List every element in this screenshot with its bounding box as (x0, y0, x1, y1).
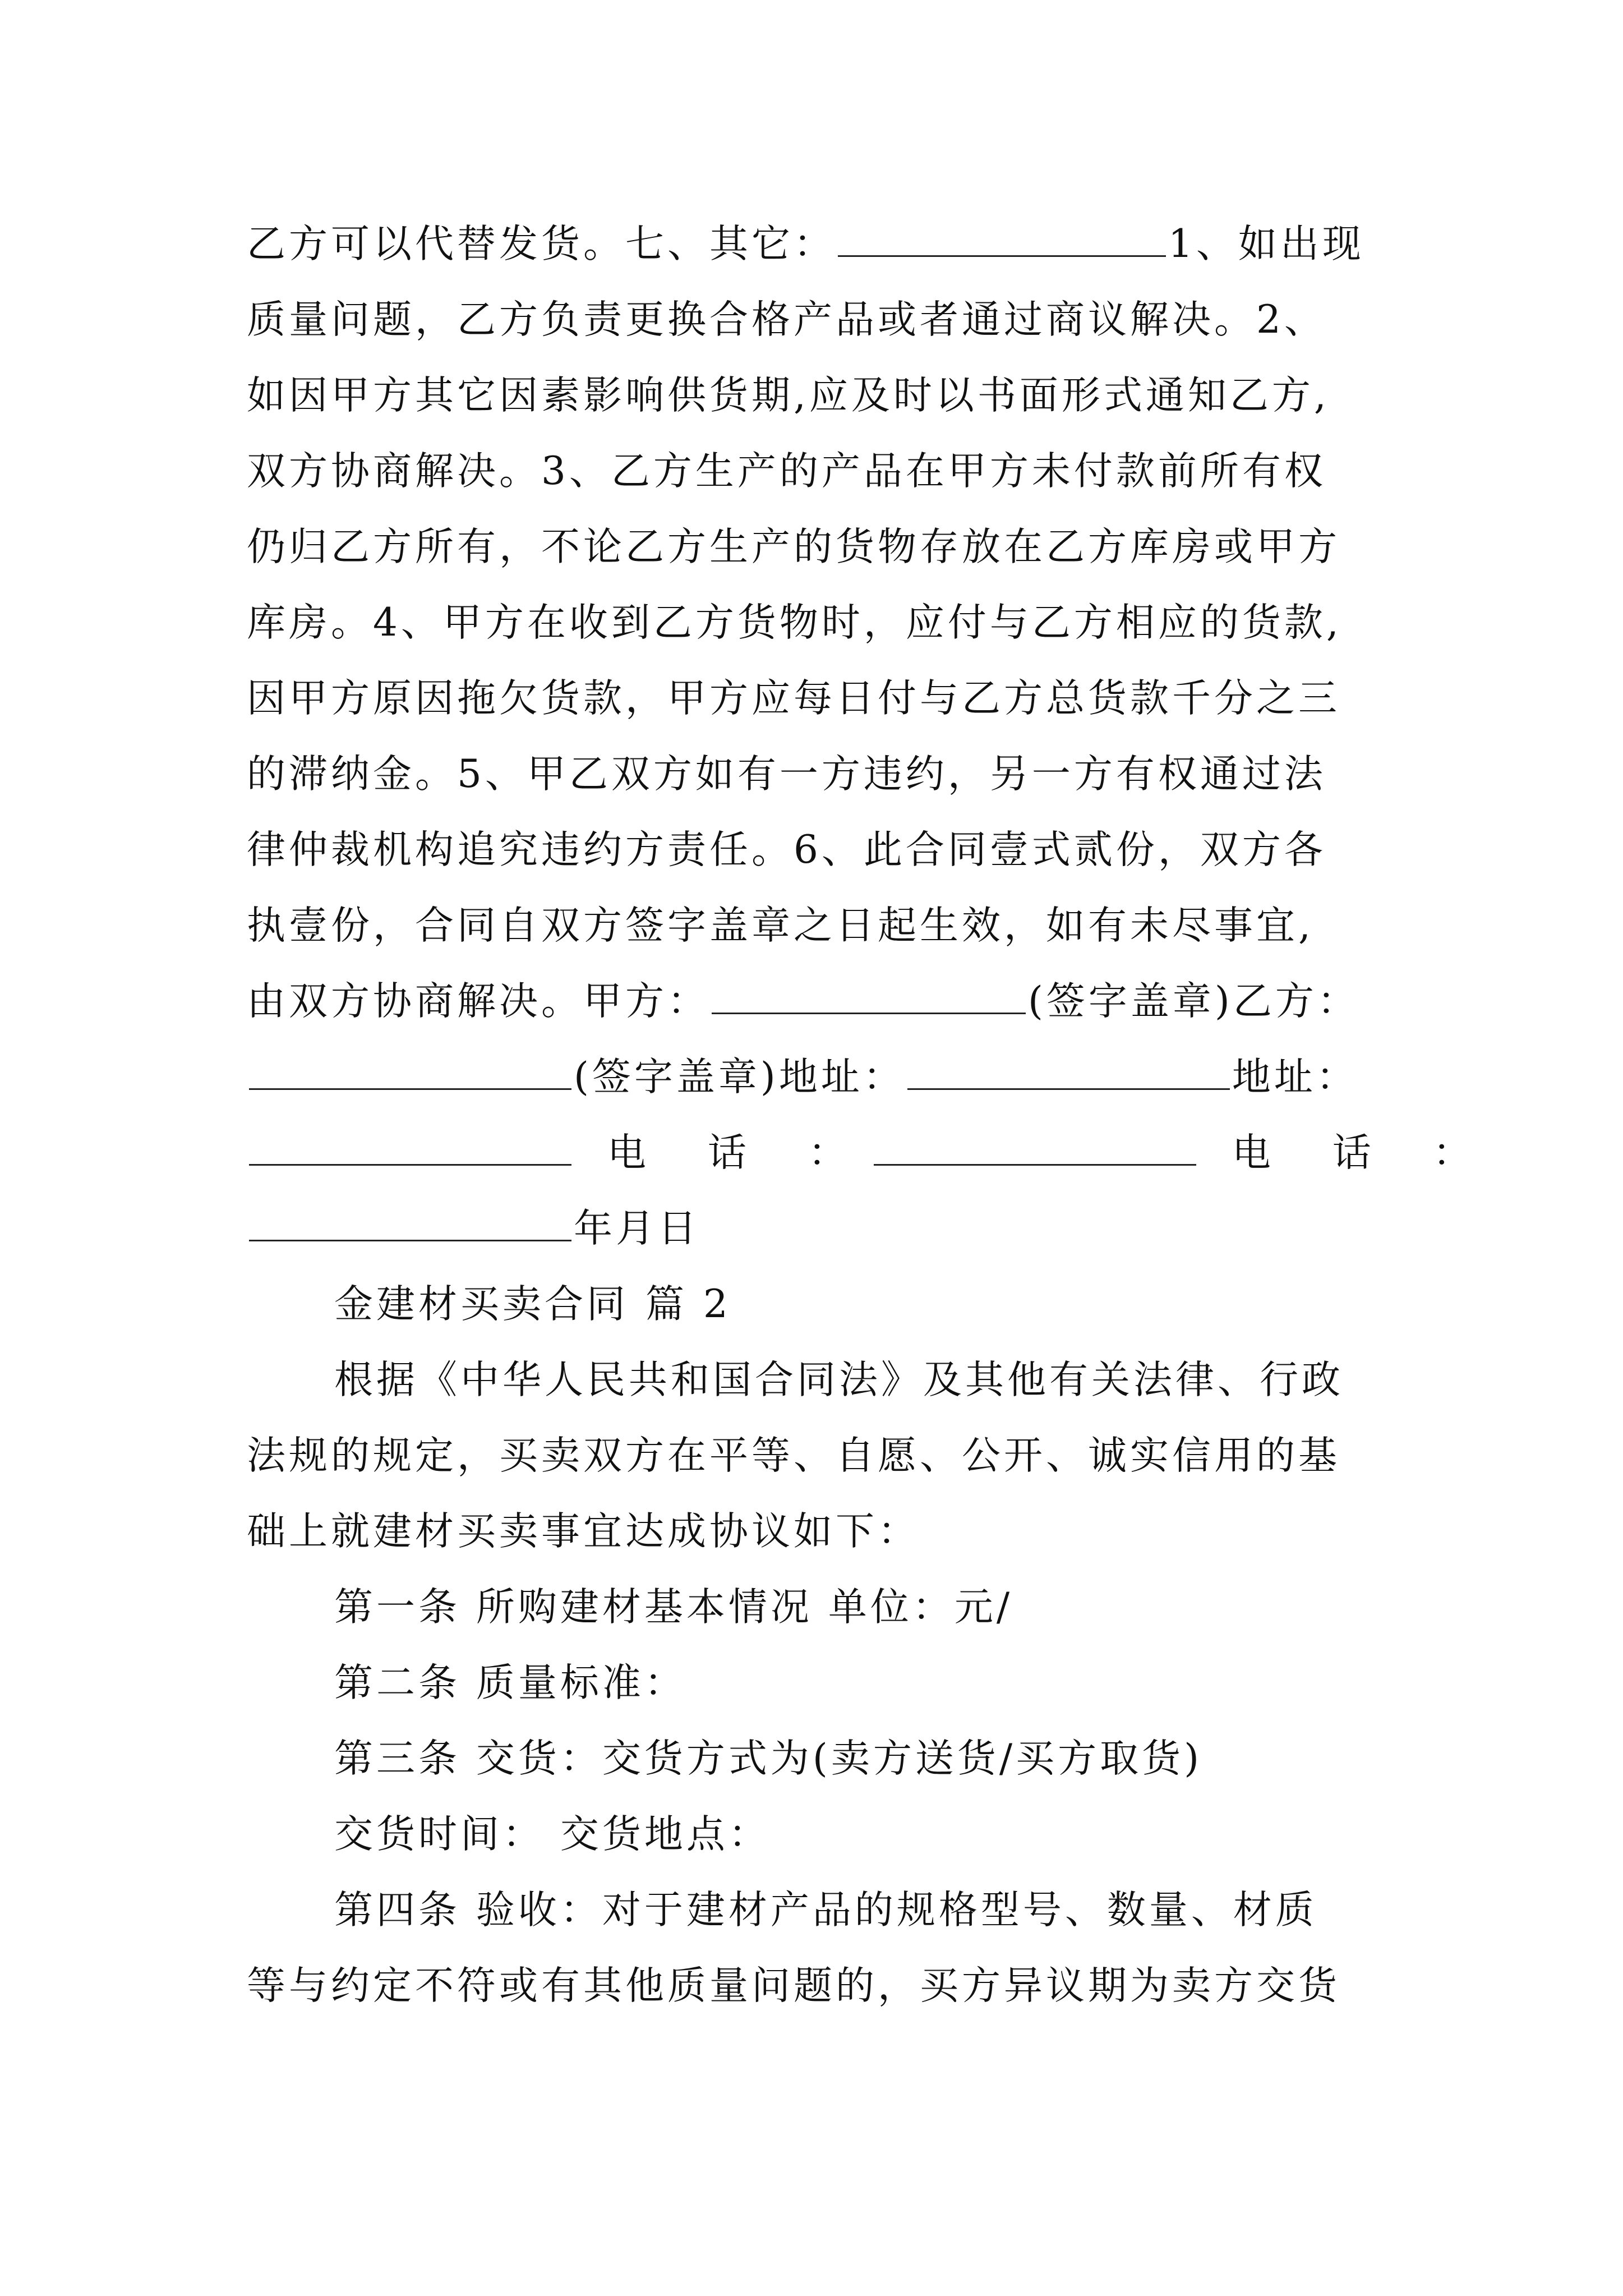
section-heading (334, 1271, 1380, 1338)
text-line: 因甲方原因拖欠货款，甲方应每日付与乙方总货款千分之三 (247, 676, 1340, 721)
fill-in-blank (249, 1129, 571, 1166)
text-segment: 由双方协商解决。甲方： (247, 979, 709, 1024)
fill-in-blank (249, 1053, 571, 1090)
article-line: 第二条 质量标准： (334, 1660, 686, 1705)
section-title: 金建材买卖合同 (334, 1282, 629, 1327)
text-segment: 乙方可以代替发货。七、其它： (247, 222, 836, 266)
article-line: 第一条 所购建材基本情况 单位：元/ (334, 1585, 1013, 1630)
text-line: 如因甲方其它因素影响供货期,应及时以书面形式通知乙方, (247, 373, 1330, 418)
text-line: 质量问题，乙方负责更换合格产品或者通过商议解决。2、 (247, 297, 1326, 342)
text-segment: 年月日 (574, 1206, 700, 1251)
text-line: 础上就建材买卖事宜达成协议如下： (247, 1509, 920, 1554)
text-line (247, 1195, 1380, 1262)
text-segment: (签字盖章)地址： (574, 1055, 905, 1099)
text-segment: 电 话 ： (1232, 1130, 1496, 1175)
text-line: 法规的规定，买卖双方在平等、自愿、公开、诚实信用的基 (247, 1433, 1340, 1478)
text-line (247, 1043, 1380, 1111)
fill-in-blank (249, 1205, 571, 1241)
section-part: 篇 2 (645, 1282, 731, 1327)
text-line: 仍归乙方所有，不论乙方生产的货物存放在乙方库房或甲方 (247, 524, 1340, 569)
text-segment: 1、如出现 (1168, 222, 1364, 266)
text-segment: 地址： (1232, 1055, 1358, 1099)
text-segment: (签字盖章)乙方： (1028, 979, 1359, 1024)
fill-in-blank (874, 1129, 1196, 1166)
text-line (247, 210, 1380, 278)
article-line: 第三条 交货：交货方式为(卖方送货/买方取货) (334, 1736, 1203, 1781)
fill-in-blank (712, 978, 1026, 1014)
text-line (247, 968, 1380, 1035)
text-line: 等与约定不符或有其他质量问题的，买方异议期为卖方交货 (247, 1963, 1340, 2008)
fill-in-blank (838, 220, 1166, 257)
article-line: 第四条 验收：对于建材产品的规格型号、数量、材质 (334, 1888, 1317, 1932)
fill-in-blank (907, 1053, 1230, 1090)
text-line (247, 1119, 1496, 1186)
text-line: 双方协商解决。3、乙方生产的产品在甲方未付款前所有权 (247, 449, 1326, 494)
text-line: 根据《中华人民共和国合同法》及其他有关法律、行政 (334, 1358, 1344, 1402)
article-line: 交货时间： 交货地点： (334, 1812, 771, 1857)
text-line: 库房。4、甲方在收到乙方货物时，应付与乙方相应的货款, (247, 600, 1342, 645)
text-line: 执壹份，合同自双方签字盖章之日起生效，如有未尽事宜, (247, 903, 1314, 948)
text-line: 律仲裁机构追究违约方责任。6、此合同壹式贰份，双方各 (247, 827, 1326, 872)
text-line: 的滞纳金。5、甲乙双方如有一方违约，另一方有权通过法 (247, 752, 1326, 797)
text-segment: 电 话 ： (607, 1130, 872, 1175)
